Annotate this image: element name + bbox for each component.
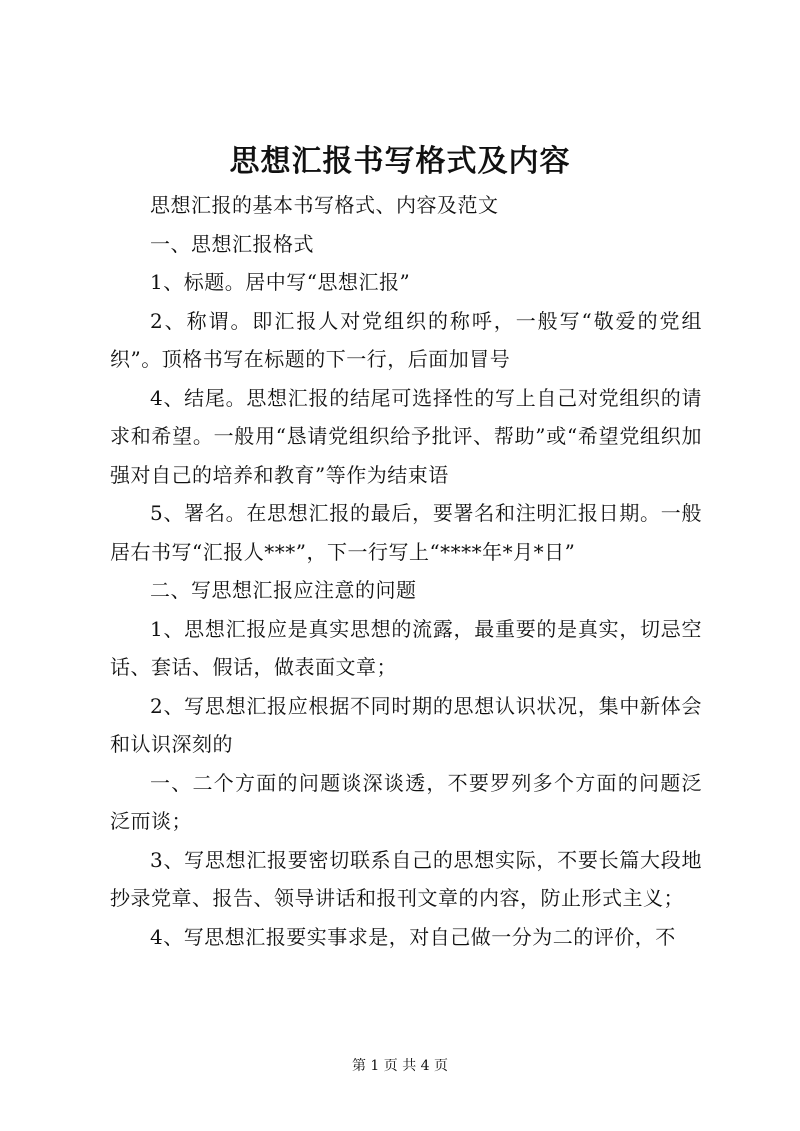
page-number-footer: 第 1 页 共 4 页 — [351, 1058, 449, 1074]
paragraph: 思想汇报的基本书写格式、内容及范文 — [150, 193, 499, 217]
section-heading: 二、写思想汇报应注意的问题 — [150, 578, 417, 602]
document-title: 思想汇报书写格式及内容 — [229, 144, 571, 179]
paragraph: 1、思想汇报应是真实思想的流露，最重要的是真实，切忌空话、套话、假话，做表面文章； — [110, 616, 702, 679]
document-body — [110, 186, 702, 956]
paragraph: 4、写思想汇报要实事求是，对自己做一分为二的评价，不 — [150, 924, 676, 949]
section-heading: 一、思想汇报格式 — [150, 231, 314, 256]
paragraph: 3、写思想汇报要密切联系自己的思想实际，不要长篇大段地抄录党章、报告、领导讲话和报刊文章的内容，防止形式主义； — [110, 847, 702, 910]
paragraph: 2、写思想汇报应根据不同时期的思想认识状况，集中新体会和认识深刻的 — [110, 693, 702, 756]
paragraph: 1、标题。居中写“思想汇报” — [150, 270, 411, 294]
paragraph: 一、二个方面的问题谈深谈透，不要罗列多个方面的问题泛泛而谈； — [110, 770, 702, 833]
paragraph: 4、结尾。思想汇报的结尾可选择性的写上自己对党组织的请求和希望。一般用“恳请党组织给予批评、帮助”或“希望党组织加强对自己的培养和教育”等作为结束语 — [110, 385, 702, 487]
paragraph: 2、称谓。即汇报人对党组织的称呼，一般写“敬爱的党组织”。顶格书写在标题的下一行，后面加冒号 — [110, 308, 702, 371]
paragraph: 5、署名。在思想汇报的最后，要署名和注明汇报日期。一般居右书写“汇报人***”，下一行写上“****年*月*日” — [110, 501, 702, 564]
